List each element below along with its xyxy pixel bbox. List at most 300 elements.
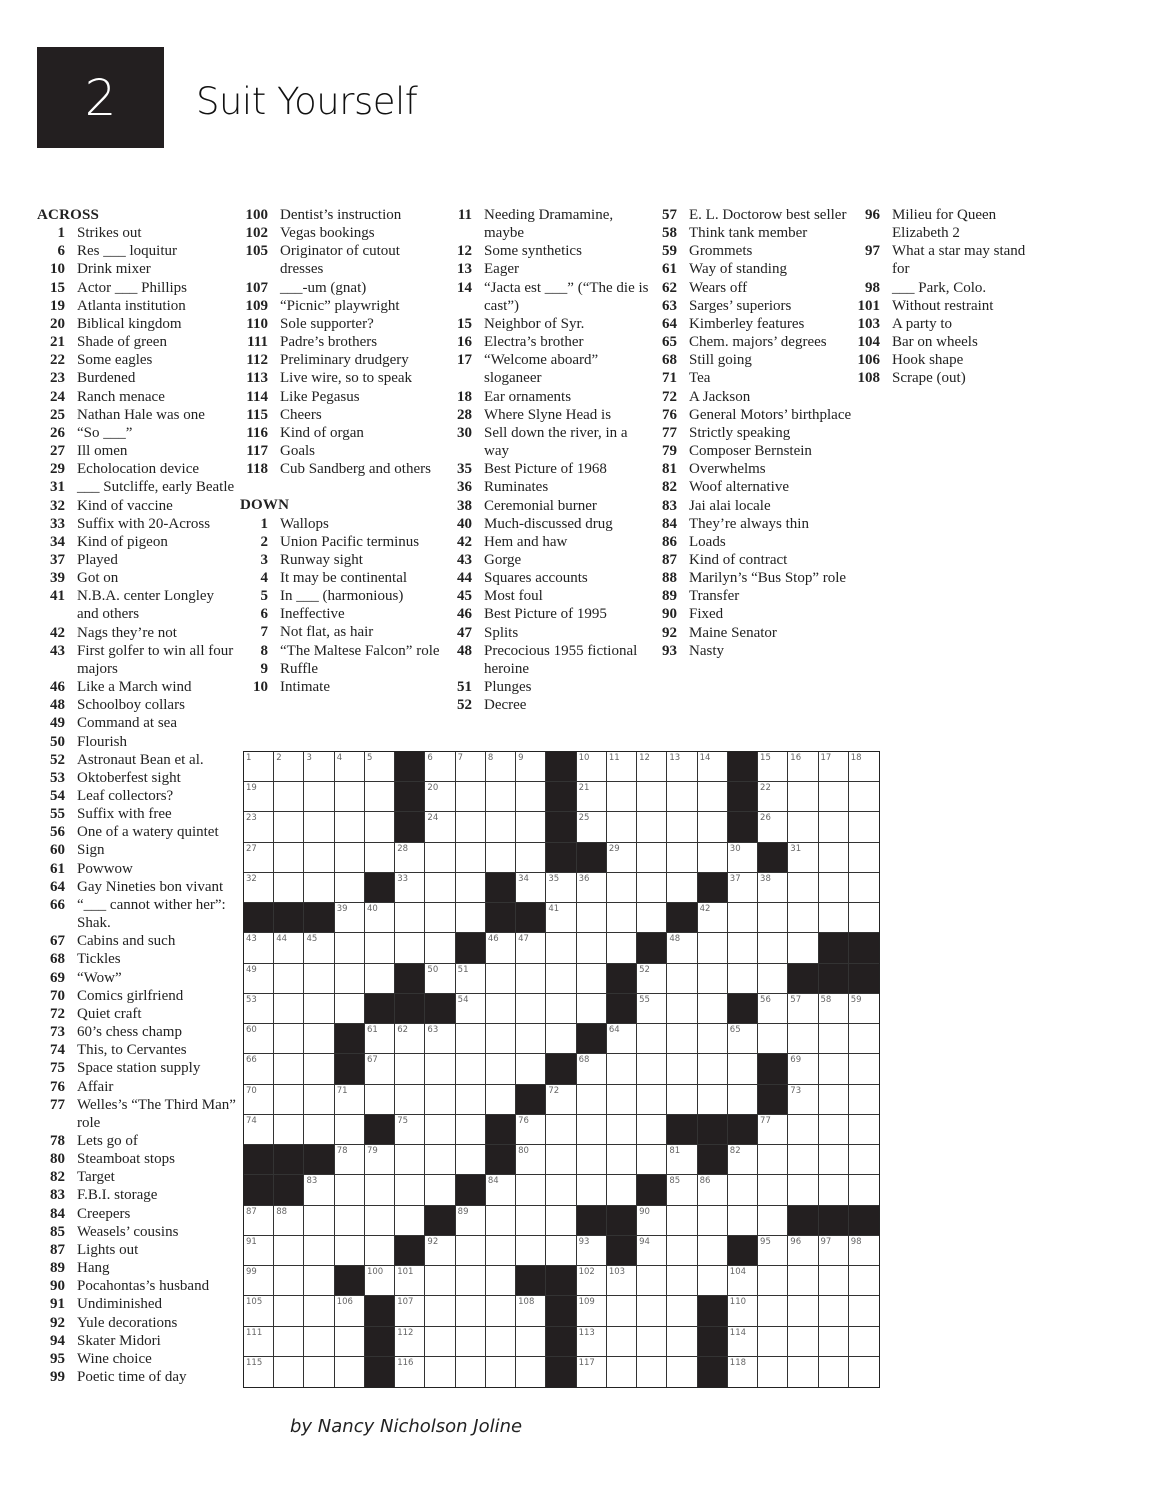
grid-cell[interactable]	[425, 1145, 455, 1175]
grid-cell[interactable]	[577, 1357, 607, 1387]
grid-cell[interactable]	[335, 1236, 365, 1266]
grid-cell[interactable]	[274, 1327, 304, 1357]
grid-cell[interactable]	[788, 812, 818, 842]
grid-cell[interactable]	[546, 1206, 576, 1236]
grid-cell[interactable]	[607, 1175, 637, 1205]
grid-cell[interactable]	[758, 1145, 788, 1175]
grid-cell[interactable]	[274, 1296, 304, 1326]
grid-cell[interactable]	[819, 782, 849, 812]
across-clue-107[interactable]	[240, 279, 440, 297]
across-clue-75[interactable]	[37, 1059, 237, 1077]
across-clue-27[interactable]	[37, 442, 237, 460]
across-clue-15[interactable]	[37, 279, 237, 297]
grid-cell[interactable]	[274, 873, 304, 903]
down-clue-84[interactable]	[649, 515, 854, 533]
grid-cell[interactable]	[546, 964, 576, 994]
grid-cell[interactable]	[244, 1327, 274, 1357]
grid-cell[interactable]	[788, 903, 818, 933]
grid-cell[interactable]	[425, 933, 455, 963]
grid-cell[interactable]	[577, 1327, 607, 1357]
down-clue-89[interactable]	[649, 587, 854, 605]
grid-cell[interactable]	[516, 752, 546, 782]
grid-cell[interactable]	[516, 1327, 546, 1357]
grid-cell[interactable]	[486, 1206, 516, 1236]
grid-cell[interactable]	[637, 1206, 667, 1236]
grid-cell[interactable]	[849, 1085, 879, 1115]
grid-cell[interactable]	[819, 873, 849, 903]
grid-cell[interactable]	[637, 752, 667, 782]
grid-cell[interactable]	[637, 1327, 667, 1357]
grid-cell[interactable]	[698, 812, 728, 842]
across-clue-82[interactable]	[37, 1168, 237, 1186]
grid-cell[interactable]	[819, 1054, 849, 1084]
grid-cell[interactable]	[667, 1145, 697, 1175]
grid-cell[interactable]	[365, 1054, 395, 1084]
grid-cell[interactable]	[728, 843, 758, 873]
grid-cell[interactable]	[516, 1024, 546, 1054]
grid-cell[interactable]	[304, 1115, 334, 1145]
grid-cell[interactable]	[667, 1236, 697, 1266]
across-clue-74[interactable]	[37, 1041, 237, 1059]
down-clue-93[interactable]	[649, 642, 854, 660]
grid-cell[interactable]	[728, 1296, 758, 1326]
grid-cell[interactable]	[728, 1054, 758, 1084]
grid-cell[interactable]	[758, 994, 788, 1024]
across-clue-113[interactable]	[240, 369, 440, 387]
grid-cell[interactable]	[728, 1145, 758, 1175]
grid-cell[interactable]	[244, 1024, 274, 1054]
grid-cell[interactable]	[304, 1024, 334, 1054]
grid-cell[interactable]	[788, 933, 818, 963]
grid-cell[interactable]	[577, 933, 607, 963]
down-clue-58[interactable]	[649, 224, 854, 242]
grid-cell[interactable]	[849, 843, 879, 873]
down-clue-28[interactable]	[444, 406, 649, 424]
down-clue-8[interactable]	[240, 642, 440, 660]
grid-cell[interactable]	[849, 1115, 879, 1145]
across-clue-84[interactable]	[37, 1205, 237, 1223]
across-clue-77[interactable]	[37, 1096, 237, 1132]
down-clue-35[interactable]	[444, 460, 649, 478]
across-clue-50[interactable]	[37, 733, 237, 751]
across-clue-68[interactable]	[37, 950, 237, 968]
grid-cell[interactable]	[849, 903, 879, 933]
grid-cell[interactable]	[365, 1206, 395, 1236]
grid-cell[interactable]	[849, 1024, 879, 1054]
across-clue-19[interactable]	[37, 297, 237, 315]
down-clue-96[interactable]	[852, 206, 1032, 242]
down-clue-3[interactable]	[240, 551, 440, 569]
down-clue-63[interactable]	[649, 297, 854, 315]
grid-cell[interactable]	[788, 782, 818, 812]
grid-cell[interactable]	[577, 1145, 607, 1175]
across-clue-29[interactable]	[37, 460, 237, 478]
grid-cell[interactable]	[758, 782, 788, 812]
across-clue-110[interactable]	[240, 315, 440, 333]
grid-cell[interactable]	[486, 1266, 516, 1296]
grid-cell[interactable]	[425, 1175, 455, 1205]
across-clue-53[interactable]	[37, 769, 237, 787]
down-clue-38[interactable]	[444, 497, 649, 515]
down-clue-43[interactable]	[444, 551, 649, 569]
grid-cell[interactable]	[667, 782, 697, 812]
grid-cell[interactable]	[365, 1145, 395, 1175]
grid-cell[interactable]	[274, 1206, 304, 1236]
grid-cell[interactable]	[395, 1175, 425, 1205]
grid-cell[interactable]	[788, 1085, 818, 1115]
down-clue-46[interactable]	[444, 605, 649, 623]
grid-cell[interactable]	[516, 964, 546, 994]
grid-cell[interactable]	[788, 994, 818, 1024]
grid-cell[interactable]	[849, 782, 879, 812]
grid-cell[interactable]	[546, 1175, 576, 1205]
grid-cell[interactable]	[667, 1085, 697, 1115]
grid-cell[interactable]	[456, 1115, 486, 1145]
grid-cell[interactable]	[335, 843, 365, 873]
grid-cell[interactable]	[758, 964, 788, 994]
grid-cell[interactable]	[698, 752, 728, 782]
grid-cell[interactable]	[516, 843, 546, 873]
grid-cell[interactable]	[698, 1236, 728, 1266]
across-clue-1[interactable]	[37, 224, 237, 242]
grid-cell[interactable]	[819, 1024, 849, 1054]
grid-cell[interactable]	[788, 1236, 818, 1266]
grid-cell[interactable]	[516, 1175, 546, 1205]
grid-cell[interactable]	[335, 873, 365, 903]
grid-cell[interactable]	[637, 1296, 667, 1326]
down-clue-30[interactable]	[444, 424, 649, 460]
grid-cell[interactable]	[244, 1115, 274, 1145]
grid-cell[interactable]	[244, 843, 274, 873]
grid-cell[interactable]	[335, 1296, 365, 1326]
grid-cell[interactable]	[456, 1327, 486, 1357]
grid-cell[interactable]	[335, 1085, 365, 1115]
grid-cell[interactable]	[456, 903, 486, 933]
down-clue-88[interactable]	[649, 569, 854, 587]
grid-cell[interactable]	[546, 1145, 576, 1175]
grid-cell[interactable]	[395, 1054, 425, 1084]
down-clue-16[interactable]	[444, 333, 649, 351]
grid-cell[interactable]	[607, 843, 637, 873]
grid-cell[interactable]	[425, 782, 455, 812]
grid-cell[interactable]	[365, 1175, 395, 1205]
grid-cell[interactable]	[577, 1115, 607, 1145]
grid-cell[interactable]	[395, 1145, 425, 1175]
grid-cell[interactable]	[425, 1327, 455, 1357]
across-clue-69[interactable]	[37, 969, 237, 987]
grid-cell[interactable]	[607, 1266, 637, 1296]
grid-cell[interactable]	[244, 1054, 274, 1084]
grid-cell[interactable]	[335, 1206, 365, 1236]
down-clue-92[interactable]	[649, 624, 854, 642]
across-clue-26[interactable]	[37, 424, 237, 442]
grid-cell[interactable]	[274, 752, 304, 782]
down-clue-48[interactable]	[444, 642, 649, 678]
grid-cell[interactable]	[395, 933, 425, 963]
across-clue-67[interactable]	[37, 932, 237, 950]
grid-cell[interactable]	[698, 933, 728, 963]
down-clue-9[interactable]	[240, 660, 440, 678]
down-clue-97[interactable]	[852, 242, 1032, 278]
down-clue-47[interactable]	[444, 624, 649, 642]
across-clue-76[interactable]	[37, 1078, 237, 1096]
across-clue-94[interactable]	[37, 1332, 237, 1350]
grid-cell[interactable]	[425, 964, 455, 994]
grid-cell[interactable]	[425, 1266, 455, 1296]
across-clue-60[interactable]	[37, 841, 237, 859]
down-clue-104[interactable]	[852, 333, 1032, 351]
grid-cell[interactable]	[516, 1296, 546, 1326]
down-clue-10[interactable]	[240, 678, 440, 696]
grid-cell[interactable]	[425, 843, 455, 873]
across-clue-102[interactable]	[240, 224, 440, 242]
grid-cell[interactable]	[304, 752, 334, 782]
grid-cell[interactable]	[304, 994, 334, 1024]
grid-cell[interactable]	[607, 1145, 637, 1175]
across-clue-43[interactable]	[37, 642, 237, 678]
grid-cell[interactable]	[698, 964, 728, 994]
grid-cell[interactable]	[365, 1236, 395, 1266]
grid-cell[interactable]	[304, 873, 334, 903]
across-clue-115[interactable]	[240, 406, 440, 424]
grid-cell[interactable]	[304, 782, 334, 812]
across-clue-114[interactable]	[240, 388, 440, 406]
grid-cell[interactable]	[577, 873, 607, 903]
grid-cell[interactable]	[244, 1266, 274, 1296]
grid-cell[interactable]	[819, 812, 849, 842]
grid-cell[interactable]	[788, 1327, 818, 1357]
across-clue-42[interactable]	[37, 624, 237, 642]
down-clue-15[interactable]	[444, 315, 649, 333]
grid-cell[interactable]	[304, 843, 334, 873]
grid-cell[interactable]	[395, 1085, 425, 1115]
grid-cell[interactable]	[728, 1327, 758, 1357]
grid-cell[interactable]	[335, 1115, 365, 1145]
across-clue-90[interactable]	[37, 1277, 237, 1295]
grid-cell[interactable]	[849, 1054, 879, 1084]
down-clue-18[interactable]	[444, 388, 649, 406]
grid-cell[interactable]	[637, 873, 667, 903]
grid-cell[interactable]	[698, 1175, 728, 1205]
across-clue-49[interactable]	[37, 714, 237, 732]
down-clue-108[interactable]	[852, 369, 1032, 387]
grid-cell[interactable]	[244, 1296, 274, 1326]
grid-cell[interactable]	[244, 752, 274, 782]
grid-cell[interactable]	[304, 1296, 334, 1326]
grid-cell[interactable]	[728, 1085, 758, 1115]
across-clue-109[interactable]	[240, 297, 440, 315]
grid-cell[interactable]	[849, 1327, 879, 1357]
grid-cell[interactable]	[304, 1206, 334, 1236]
grid-cell[interactable]	[425, 752, 455, 782]
across-clue-48[interactable]	[37, 696, 237, 714]
down-clue-76[interactable]	[649, 406, 854, 424]
grid-cell[interactable]	[667, 812, 697, 842]
grid-cell[interactable]	[577, 994, 607, 1024]
down-clue-1[interactable]	[240, 515, 440, 533]
grid-cell[interactable]	[456, 843, 486, 873]
down-clue-106[interactable]	[852, 351, 1032, 369]
grid-cell[interactable]	[486, 1175, 516, 1205]
grid-cell[interactable]	[244, 873, 274, 903]
grid-cell[interactable]	[819, 1115, 849, 1145]
grid-cell[interactable]	[819, 752, 849, 782]
across-clue-66[interactable]	[37, 896, 237, 932]
grid-cell[interactable]	[758, 1115, 788, 1145]
grid-cell[interactable]	[304, 1085, 334, 1115]
grid-cell[interactable]	[395, 1115, 425, 1145]
grid-cell[interactable]	[728, 1175, 758, 1205]
down-clue-81[interactable]	[649, 460, 854, 478]
grid-cell[interactable]	[486, 1024, 516, 1054]
grid-cell[interactable]	[456, 1296, 486, 1326]
grid-cell[interactable]	[546, 903, 576, 933]
grid-cell[interactable]	[274, 933, 304, 963]
grid-cell[interactable]	[274, 1085, 304, 1115]
grid-cell[interactable]	[365, 903, 395, 933]
grid-cell[interactable]	[516, 1115, 546, 1145]
across-clue-100[interactable]	[240, 206, 440, 224]
grid-cell[interactable]	[486, 933, 516, 963]
grid-cell[interactable]	[788, 1266, 818, 1296]
grid-cell[interactable]	[667, 1357, 697, 1387]
grid-cell[interactable]	[577, 964, 607, 994]
grid-cell[interactable]	[577, 1266, 607, 1296]
grid-cell[interactable]	[516, 873, 546, 903]
grid-cell[interactable]	[637, 994, 667, 1024]
grid-cell[interactable]	[637, 964, 667, 994]
grid-cell[interactable]	[274, 812, 304, 842]
grid-cell[interactable]	[486, 1236, 516, 1266]
grid-cell[interactable]	[395, 1327, 425, 1357]
grid-cell[interactable]	[335, 812, 365, 842]
grid-cell[interactable]	[698, 1054, 728, 1084]
grid-cell[interactable]	[577, 1236, 607, 1266]
across-clue-92[interactable]	[37, 1314, 237, 1332]
down-clue-86[interactable]	[649, 533, 854, 551]
grid-cell[interactable]	[849, 1357, 879, 1387]
down-clue-71[interactable]	[649, 369, 854, 387]
grid-cell[interactable]	[667, 843, 697, 873]
down-clue-44[interactable]	[444, 569, 649, 587]
down-clue-57[interactable]	[649, 206, 854, 224]
grid-cell[interactable]	[728, 933, 758, 963]
grid-cell[interactable]	[395, 843, 425, 873]
grid-cell[interactable]	[335, 933, 365, 963]
down-clue-101[interactable]	[852, 297, 1032, 315]
grid-cell[interactable]	[667, 1024, 697, 1054]
down-clue-6[interactable]	[240, 605, 440, 623]
grid-cell[interactable]	[425, 1054, 455, 1084]
grid-cell[interactable]	[456, 1236, 486, 1266]
grid-cell[interactable]	[667, 1054, 697, 1084]
grid-cell[interactable]	[607, 903, 637, 933]
grid-cell[interactable]	[486, 1054, 516, 1084]
grid-cell[interactable]	[425, 903, 455, 933]
grid-cell[interactable]	[637, 1054, 667, 1084]
grid-cell[interactable]	[365, 933, 395, 963]
grid-cell[interactable]	[516, 1357, 546, 1387]
grid-cell[interactable]	[849, 994, 879, 1024]
down-clue-51[interactable]	[444, 678, 649, 696]
grid-cell[interactable]	[425, 1085, 455, 1115]
grid-cell[interactable]	[365, 1266, 395, 1296]
grid-cell[interactable]	[577, 1054, 607, 1084]
down-clue-79[interactable]	[649, 442, 854, 460]
grid-cell[interactable]	[304, 1327, 334, 1357]
grid-cell[interactable]	[274, 843, 304, 873]
grid-cell[interactable]	[546, 1236, 576, 1266]
grid-cell[interactable]	[335, 1145, 365, 1175]
grid-cell[interactable]	[849, 873, 879, 903]
grid-cell[interactable]	[456, 1024, 486, 1054]
across-clue-87[interactable]	[37, 1241, 237, 1259]
grid-cell[interactable]	[758, 1206, 788, 1236]
across-clue-105[interactable]	[240, 242, 440, 278]
grid-cell[interactable]	[758, 752, 788, 782]
grid-cell[interactable]	[788, 1145, 818, 1175]
grid-cell[interactable]	[758, 1296, 788, 1326]
grid-cell[interactable]	[637, 1145, 667, 1175]
grid-cell[interactable]	[637, 1266, 667, 1296]
down-clue-2[interactable]	[240, 533, 440, 551]
grid-cell[interactable]	[607, 1115, 637, 1145]
grid-cell[interactable]	[456, 1085, 486, 1115]
across-clue-46[interactable]	[37, 678, 237, 696]
grid-cell[interactable]	[516, 933, 546, 963]
across-clue-6[interactable]	[37, 242, 237, 260]
grid-cell[interactable]	[456, 1206, 486, 1236]
grid-cell[interactable]	[637, 1085, 667, 1115]
across-clue-117[interactable]	[240, 442, 440, 460]
down-clue-17[interactable]	[444, 351, 649, 387]
grid-cell[interactable]	[546, 933, 576, 963]
grid-cell[interactable]	[546, 1115, 576, 1145]
grid-cell[interactable]	[244, 1085, 274, 1115]
grid-cell[interactable]	[698, 994, 728, 1024]
across-clue-72[interactable]	[37, 1005, 237, 1023]
across-clue-80[interactable]	[37, 1150, 237, 1168]
grid-cell[interactable]	[637, 903, 667, 933]
grid-cell[interactable]	[365, 1085, 395, 1115]
grid-cell[interactable]	[728, 1206, 758, 1236]
grid-cell[interactable]	[456, 1054, 486, 1084]
grid-cell[interactable]	[425, 1357, 455, 1387]
grid-cell[interactable]	[819, 1145, 849, 1175]
grid-cell[interactable]	[456, 994, 486, 1024]
grid-cell[interactable]	[516, 782, 546, 812]
grid-cell[interactable]	[486, 1357, 516, 1387]
grid-cell[interactable]	[335, 752, 365, 782]
grid-cell[interactable]	[274, 1054, 304, 1084]
grid-cell[interactable]	[335, 903, 365, 933]
grid-cell[interactable]	[335, 1327, 365, 1357]
grid-cell[interactable]	[758, 1327, 788, 1357]
grid-cell[interactable]	[667, 1175, 697, 1205]
grid-cell[interactable]	[395, 1024, 425, 1054]
down-clue-87[interactable]	[649, 551, 854, 569]
grid-cell[interactable]	[667, 873, 697, 903]
grid-cell[interactable]	[304, 1054, 334, 1084]
down-clue-5[interactable]	[240, 587, 440, 605]
grid-cell[interactable]	[607, 812, 637, 842]
down-clue-82[interactable]	[649, 478, 854, 496]
grid-cell[interactable]	[607, 1296, 637, 1326]
grid-cell[interactable]	[607, 752, 637, 782]
grid-cell[interactable]	[607, 1085, 637, 1115]
grid-cell[interactable]	[486, 1296, 516, 1326]
grid-cell[interactable]	[456, 782, 486, 812]
